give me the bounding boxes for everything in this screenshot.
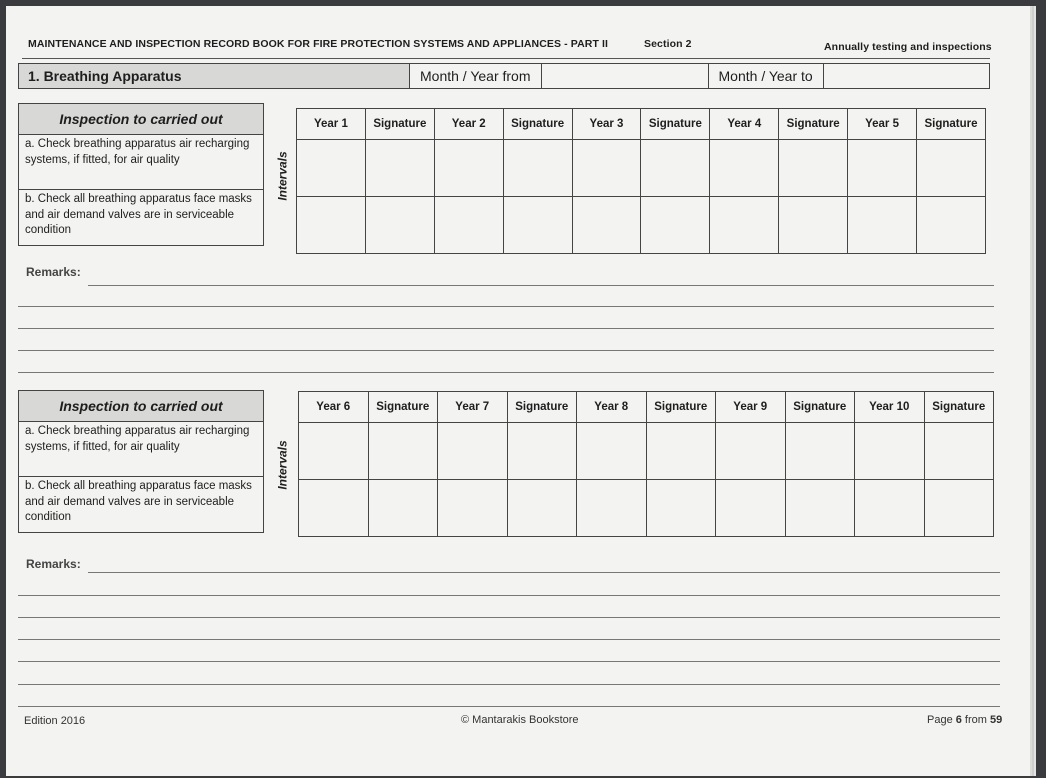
year-cell-item-a[interactable] (855, 423, 925, 480)
page-total: 59 (990, 714, 1003, 726)
inspection-item-a: a. Check breathing apparatus air recharging systems, if fitted, for air quality (19, 135, 264, 190)
signature-cell-item-a[interactable] (646, 423, 716, 480)
inspection-table-2 (18, 390, 264, 533)
signature-cell-item-b[interactable] (924, 480, 994, 537)
year-column-header: Year 9 (716, 392, 786, 423)
signature-column-header: Signature (917, 109, 986, 140)
signature-column-header: Signature (785, 392, 855, 423)
title-bar (18, 63, 990, 89)
signature-cell-item-a[interactable] (779, 140, 848, 197)
page-prefix: Page (927, 714, 956, 726)
month-year-from-field[interactable] (542, 64, 709, 88)
remarks-label: Remarks: (26, 557, 81, 571)
signature-column-header: Signature (503, 109, 572, 140)
year-cell-item-b[interactable] (434, 197, 503, 254)
signature-cell-item-b[interactable] (507, 480, 577, 537)
remarks-line[interactable] (18, 706, 1000, 707)
signature-cell-item-a[interactable] (507, 423, 577, 480)
page-mid: from (961, 714, 990, 726)
remarks-label: Remarks: (26, 265, 81, 279)
signature-cell-item-b[interactable] (503, 197, 572, 254)
year-cell-item-b[interactable] (577, 480, 647, 537)
signature-cell-item-b[interactable] (917, 197, 986, 254)
inspection-header: Inspection to carried out (19, 104, 264, 135)
signature-cell-item-a[interactable] (368, 423, 438, 480)
year-cell-item-a[interactable] (848, 140, 917, 197)
inspection-item-b: b. Check all breathing apparatus face masks and air demand valves are in serviceable condition (19, 190, 264, 246)
section-label: Section 2 (644, 38, 692, 50)
year-cell-item-a[interactable] (438, 423, 508, 480)
edition-label: Edition 2016 (24, 715, 86, 727)
month-year-to-field[interactable] (824, 64, 989, 88)
year-column-header: Year 3 (572, 109, 641, 140)
signature-cell-item-a[interactable] (917, 140, 986, 197)
signature-cell-item-b[interactable] (365, 197, 434, 254)
year-cell-item-b[interactable] (848, 197, 917, 254)
month-year-from-label: Month / Year from (410, 64, 542, 88)
year-column-header: Year 10 (855, 392, 925, 423)
signature-column-header: Signature (646, 392, 716, 423)
inspection-header: Inspection to carried out (19, 391, 264, 422)
year-column-header: Year 6 (299, 392, 369, 423)
signature-column-header: Signature (507, 392, 577, 423)
year-column-header: Year 4 (710, 109, 779, 140)
year-cell-item-b[interactable] (299, 480, 369, 537)
year-cell-item-b[interactable] (710, 197, 779, 254)
signature-cell-item-b[interactable] (779, 197, 848, 254)
intervals-label: Intervals (275, 440, 290, 490)
remarks-line[interactable] (18, 372, 994, 373)
signature-column-header: Signature (641, 109, 710, 140)
remarks-line[interactable] (18, 350, 994, 351)
year-cell-item-a[interactable] (716, 423, 786, 480)
signature-column-header: Signature (368, 392, 438, 423)
year-column-header: Year 8 (577, 392, 647, 423)
signature-column-header: Signature (924, 392, 994, 423)
year-cell-item-a[interactable] (434, 140, 503, 197)
year-cell-item-b[interactable] (438, 480, 508, 537)
signature-cell-item-a[interactable] (365, 140, 434, 197)
remarks-line[interactable] (88, 285, 994, 286)
copyright-label: © Mantarakis Bookstore (461, 714, 579, 726)
year-column-header: Year 1 (297, 109, 366, 140)
remarks-line[interactable] (18, 661, 1000, 662)
year-grid-1 (296, 108, 986, 254)
inspection-item-a: a. Check breathing apparatus air recharging systems, if fitted, for air quality (19, 422, 264, 477)
year-cell-item-a[interactable] (577, 423, 647, 480)
year-cell-item-b[interactable] (297, 197, 366, 254)
inspection-table-1 (18, 103, 264, 246)
year-cell-item-a[interactable] (710, 140, 779, 197)
signature-cell-item-a[interactable] (503, 140, 572, 197)
month-year-to-label: Month / Year to (709, 64, 824, 88)
remarks-line[interactable] (18, 617, 1000, 618)
remarks-line[interactable] (88, 572, 1000, 573)
year-cell-item-a[interactable] (572, 140, 641, 197)
signature-cell-item-b[interactable] (641, 197, 710, 254)
remarks-line[interactable] (18, 639, 1000, 640)
equipment-name: 1. Breathing Apparatus (19, 64, 410, 88)
inspection-item-b: b. Check all breathing apparatus face masks and air demand valves are in serviceable condition (19, 477, 264, 533)
year-cell-item-a[interactable] (299, 423, 369, 480)
year-cell-item-b[interactable] (572, 197, 641, 254)
header-divider (22, 58, 990, 59)
remarks-line[interactable] (18, 328, 994, 329)
page-number (927, 714, 1002, 726)
book-title: MAINTENANCE AND INSPECTION RECORD BOOK FOR FIRE PROTECTION SYSTEMS AND APPLIANCES - PART II (28, 38, 609, 50)
intervals-label: Intervals (275, 151, 290, 201)
signature-cell-item-b[interactable] (368, 480, 438, 537)
signature-column-header: Signature (365, 109, 434, 140)
signature-cell-item-b[interactable] (785, 480, 855, 537)
year-cell-item-b[interactable] (855, 480, 925, 537)
page-current: 6 (955, 714, 962, 726)
signature-cell-item-b[interactable] (646, 480, 716, 537)
signature-column-header: Signature (779, 109, 848, 140)
year-cell-item-a[interactable] (297, 140, 366, 197)
year-column-header: Year 2 (434, 109, 503, 140)
signature-cell-item-a[interactable] (641, 140, 710, 197)
signature-cell-item-a[interactable] (785, 423, 855, 480)
record-type: Annually testing and inspections (824, 41, 992, 53)
year-grid-2 (298, 391, 994, 537)
remarks-line[interactable] (18, 306, 994, 307)
record-page (6, 6, 1030, 776)
signature-cell-item-a[interactable] (924, 423, 994, 480)
remarks-line[interactable] (18, 595, 1000, 596)
year-column-header: Year 7 (438, 392, 508, 423)
year-column-header: Year 5 (848, 109, 917, 140)
remarks-line[interactable] (18, 684, 1000, 685)
year-cell-item-b[interactable] (716, 480, 786, 537)
